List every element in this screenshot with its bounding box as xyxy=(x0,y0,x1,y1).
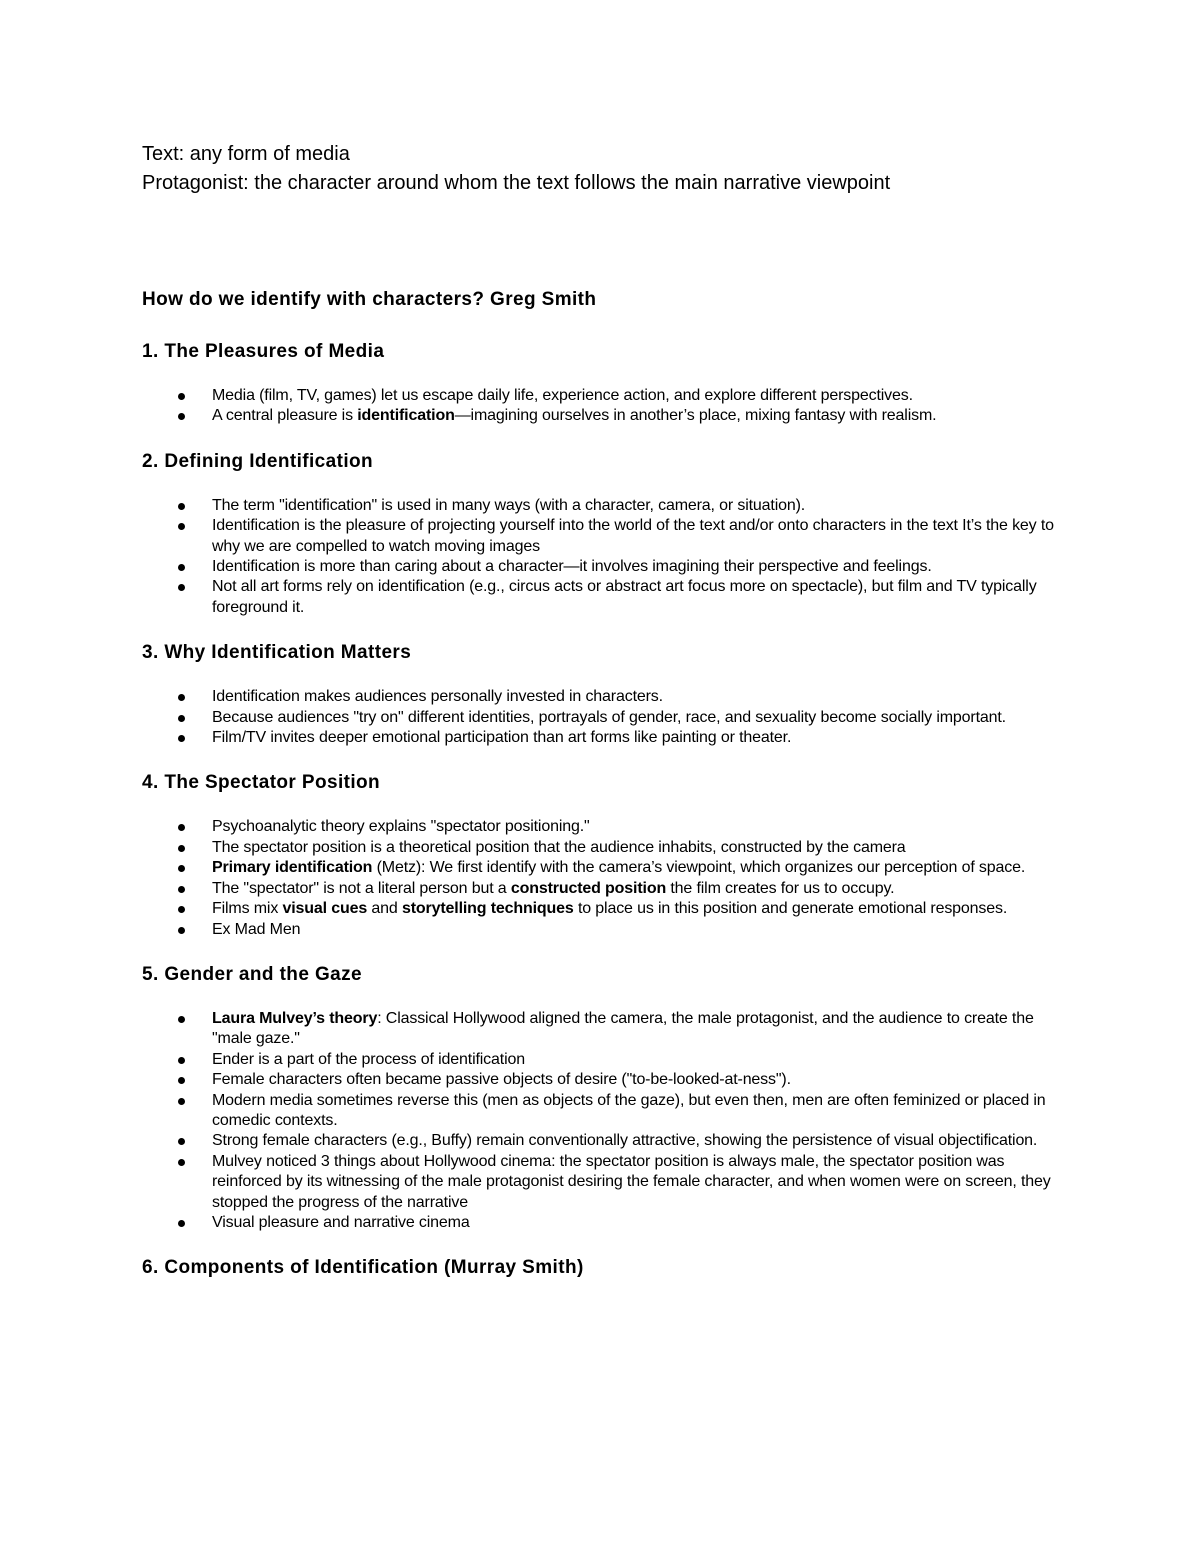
list-item xyxy=(142,1091,1072,1132)
section xyxy=(142,1255,1072,1281)
text-run: to place us in this position and generate emotional responses. xyxy=(573,900,1008,918)
text-run: (Metz): We first identify with the camera’s viewpoint, which organizes our perception of space. xyxy=(372,859,1026,877)
list-item xyxy=(142,838,1072,858)
list-item xyxy=(142,708,1072,728)
list-item xyxy=(142,687,1072,707)
bullet-list xyxy=(142,687,1072,748)
text-run: Psychoanalytic theory explains "spectator positioning." xyxy=(212,818,590,836)
section-title: 5. Gender and the Gaze xyxy=(142,963,362,985)
list-item xyxy=(142,1213,1072,1233)
list-item xyxy=(142,406,1072,426)
text-run: Mulvey noticed 3 things about Hollywood cinema: the spectator position is always male, the spectator position was reinforced by its witnessing of the male protagonist desiring the female character, and when women were on screen, they stopped the progress of the narrative xyxy=(212,1152,1051,1211)
text-run: A central pleasure is xyxy=(212,407,358,425)
list-item xyxy=(142,920,1072,940)
section-title: 4. The Spectator Position xyxy=(142,772,381,794)
list-item xyxy=(142,496,1072,516)
bold-term: Primary identification xyxy=(212,859,373,877)
text-run: Modern media sometimes reverse this (men as objects of the gaze), but even then, men are often feminized or placed in comedic contexts. xyxy=(212,1091,1046,1129)
section-title: 1. The Pleasures of Media xyxy=(142,341,385,362)
list-item xyxy=(142,516,1072,557)
text-run: the film creates for us to occupy. xyxy=(666,879,895,897)
text-run: Identification is the pleasure of projecting yourself into the world of the text and/or onto characters in the text It’s the key to why we are compelled to watch moving images xyxy=(212,517,1054,555)
list-item xyxy=(142,858,1072,878)
text-run: Identification is more than caring about a character—it involves imagining their perspective and feelings. xyxy=(212,558,932,576)
text-run: Media (film, TV, games) let us escape daily life, experience action, and explore different perspectives. xyxy=(212,387,913,404)
section-title: 6. Components of Identification (Murray Smith) xyxy=(142,1257,584,1279)
list-item xyxy=(142,1152,1072,1213)
section xyxy=(142,449,1072,618)
list-item xyxy=(142,817,1072,837)
bullet-list xyxy=(142,817,1072,939)
bold-term: Laura Mulvey’s theory xyxy=(212,1009,378,1027)
text-run: The term "identification" is used in many ways (with a character, camera, or situation). xyxy=(212,496,806,514)
list-item xyxy=(142,386,1072,406)
definition-protagonist: Protagonist: the character around whom the text follows the main narrative viewpoint xyxy=(142,172,891,194)
list-item xyxy=(142,557,1072,577)
list-item xyxy=(142,1131,1072,1151)
main-title: How do we identify with characters? Greg Smith xyxy=(142,289,597,310)
text-run: The spectator position is a theoretical position that the audience inhabits, constructed by the camera xyxy=(212,838,906,856)
bold-term: identification xyxy=(357,407,455,425)
list-item xyxy=(142,728,1072,748)
text-run: Ender is a part of the process of identification xyxy=(212,1050,525,1068)
list-item xyxy=(142,899,1072,919)
text-run: Not all art forms rely on identification (e.g., circus acts or abstract art focus more on spectacle), but film and TV typically foreground it. xyxy=(212,578,1037,616)
bullet-list xyxy=(142,386,1072,427)
text-run: —imagining ourselves in another’s place, mixing fantasy with realism. xyxy=(454,407,937,425)
document-page xyxy=(142,140,1072,1281)
text-run: The "spectator" is not a literal person but a xyxy=(212,879,511,897)
text-run: Visual pleasure and narrative cinema xyxy=(212,1213,470,1231)
bullet-list xyxy=(142,1009,1072,1233)
list-item xyxy=(142,879,1072,899)
list-item xyxy=(142,1070,1072,1090)
list-item xyxy=(142,1050,1072,1070)
text-run: Because audiences "try on" different identities, portrayals of gender, race, and sexuality become socially important. xyxy=(212,708,1006,726)
section xyxy=(142,640,1072,748)
text-run: Female characters often became passive objects of desire ("to-be-looked-at-ness"). xyxy=(212,1071,791,1089)
section-title: 3. Why Identification Matters xyxy=(142,642,412,664)
list-item xyxy=(142,1009,1072,1050)
section-title: 2. Defining Identification xyxy=(142,450,374,472)
text-run: Films mix xyxy=(212,900,283,918)
definition-text: Text: any form of media xyxy=(142,143,350,165)
text-run: Strong female characters (e.g., Buffy) remain conventionally attractive, showing the persistence of visual objectification. xyxy=(212,1132,1038,1150)
bold-term: constructed position xyxy=(510,879,667,897)
text-run: and xyxy=(367,900,402,918)
bold-term: storytelling techniques xyxy=(401,900,574,918)
bold-term: visual cues xyxy=(282,900,368,918)
section xyxy=(142,339,1072,427)
text-run: Identification makes audiences personally invested in characters. xyxy=(212,688,663,706)
list-item xyxy=(142,577,1072,618)
text-run: Film/TV invites deeper emotional participation than art forms like painting or theater. xyxy=(212,729,792,747)
text-run: : Classical Hollywood aligned the camera, the male protagonist, and the audience to create the "male gaze." xyxy=(212,1009,1034,1048)
section xyxy=(142,770,1072,939)
section xyxy=(142,962,1072,1233)
sections-container xyxy=(142,339,1072,1281)
text-run: Ex Mad Men xyxy=(212,920,301,938)
bullet-list xyxy=(142,496,1072,618)
